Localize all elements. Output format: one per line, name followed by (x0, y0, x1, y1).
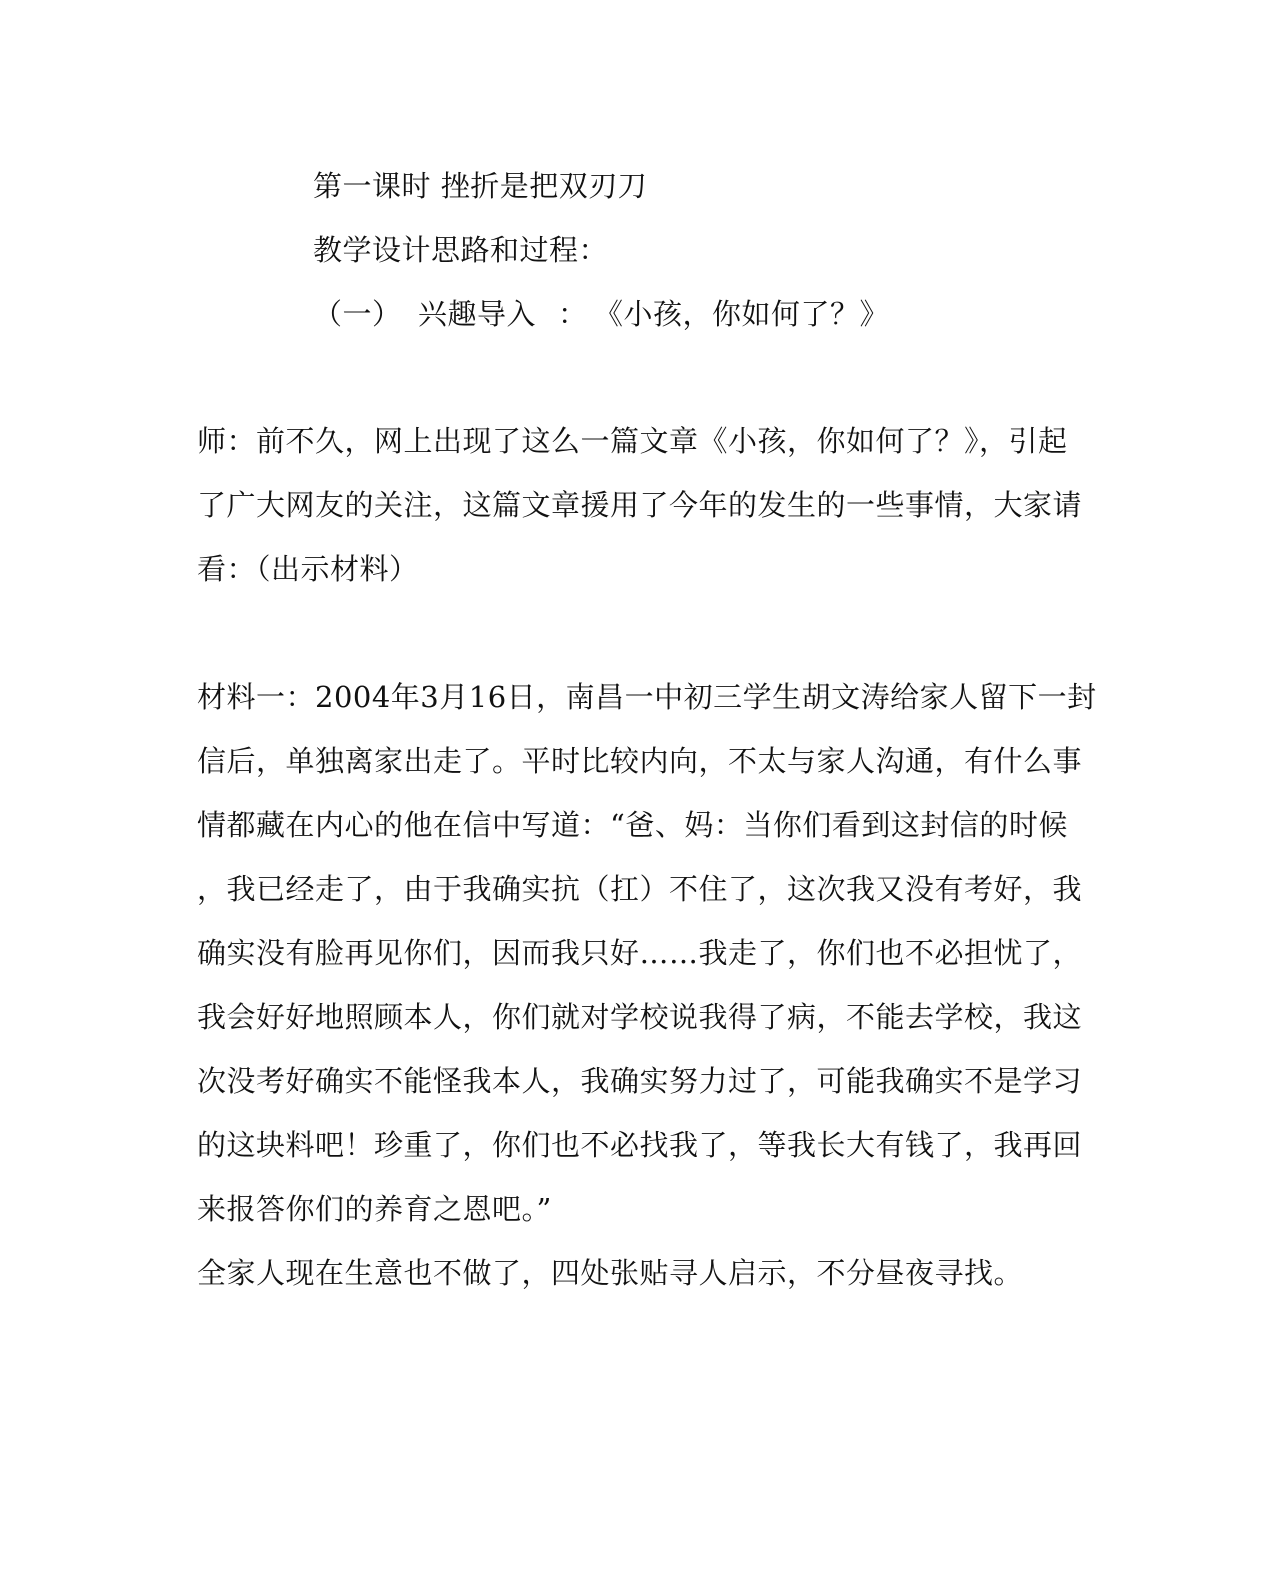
material-line: 情都藏在内心的他在信中写道：“爸、妈：当你们看到这封信的时候 (197, 808, 1068, 842)
material-line: 我会好好地照顾本人，你们就对学校说我得了病，不能去学校，我这 (197, 1000, 1083, 1034)
material-line: 次没考好确实不能怪我本人，我确实努力过了，可能我确实不是学习 (197, 1064, 1083, 1098)
teacher-paragraph-line: 看：（出示材料） (197, 552, 419, 586)
family-search-line: 全家人现在生意也不做了，四处张贴寻人启示，不分昼夜寻找。 (197, 1256, 1024, 1290)
section-title: 兴趣导入 (418, 297, 537, 331)
material-line: 的这块料吧！珍重了，你们也不必找我了，等我长大有钱了，我再回 (197, 1128, 1083, 1162)
section-colon: ： (558, 297, 588, 331)
material-line: ，我已经走了，由于我确实抗（扛）不住了，这次我又没有考好，我 (197, 872, 1083, 906)
section-subtitle: 《小孩，你如何了？》 (594, 297, 890, 331)
material-line: 确实没有脸再见你们，因而我只好……我走了，你们也不必担忧了， (197, 936, 1083, 970)
lesson-title: 第一课时 挫折是把双刃刀 (313, 169, 648, 203)
teacher-paragraph-line: 师：前不久，网上出现了这么一篇文章《小孩，你如何了？》，引起 (197, 424, 1068, 458)
section-number: （一） (313, 297, 402, 331)
section-heading (313, 294, 1193, 334)
material-line: 信后，单独离家出走了。平时比较内向，不太与家人沟通，有什么事 (197, 744, 1083, 778)
material-line: 来报答你们的养育之恩吧。” (197, 1192, 552, 1226)
teacher-paragraph-line: 了广大网友的关注，这篇文章援用了今年的发生的一些事情，大家请 (197, 488, 1083, 522)
material-line: 材料一：2004年3月16日，南昌一中初三学生胡文涛给家人留下一封 (197, 680, 1097, 714)
design-heading: 教学设计思路和过程： (313, 233, 609, 267)
